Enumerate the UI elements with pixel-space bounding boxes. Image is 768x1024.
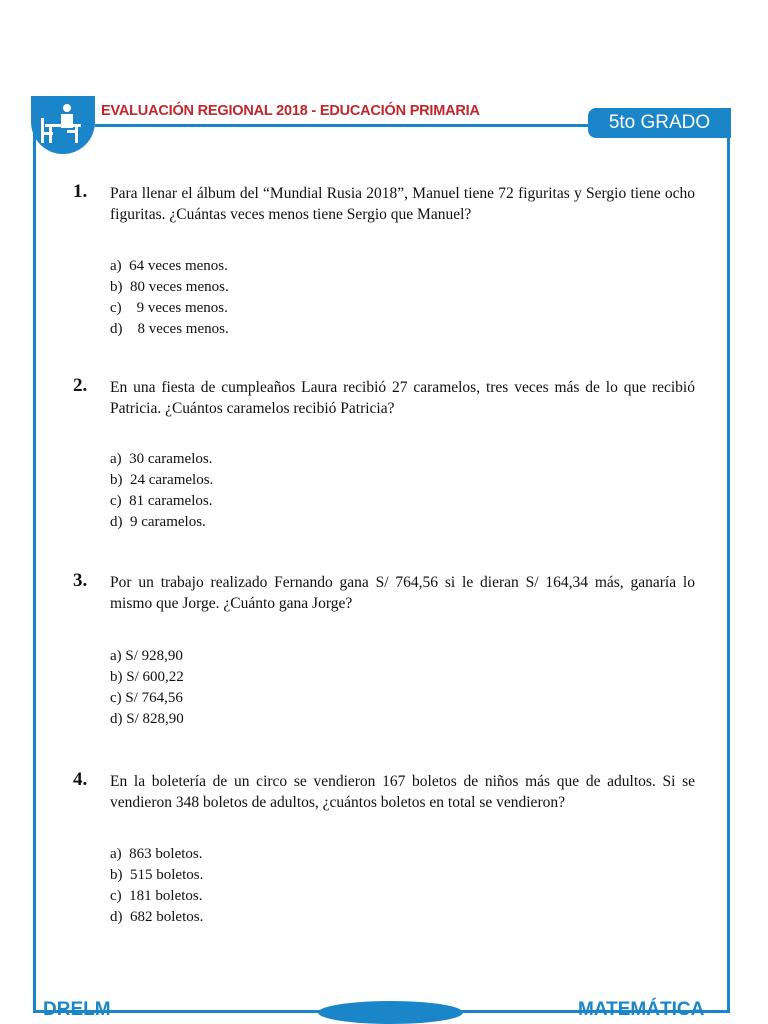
footer-rule-left xyxy=(110,1011,320,1013)
option-a: a) 863 boletos. xyxy=(110,846,203,862)
option-b: b) 515 boletos. xyxy=(110,867,204,883)
option-a: a) 30 caramelos. xyxy=(110,451,213,467)
question-text: En una fiesta de cumpleaños Laura recibió 27 caramelos, tres veces más de lo que recibió Patricia. ¿Cuántos caramelos recibió Patricia? xyxy=(110,379,695,417)
option-c: c) 181 boletos. xyxy=(110,888,203,904)
grade-badge: 5to GRADO xyxy=(588,108,731,138)
option-b: b) 24 caramelos. xyxy=(110,472,214,488)
option-b: b) S/ 600,22 xyxy=(110,669,184,685)
option-c: c) 81 caramelos. xyxy=(110,493,213,509)
question-text: Para llenar el álbum del “Mundial Rusia 2018”, Manuel tiene 72 figuritas y Sergio tiene ocho figuritas. ¿Cuántas veces menos tiene Sergio que Manuel? xyxy=(110,185,695,223)
header-rule xyxy=(95,124,588,127)
options-list xyxy=(110,256,229,340)
options-list xyxy=(110,844,203,928)
header-title: EVALUACIÓN REGIONAL 2018 - EDUCACIÓN PRIMARIA xyxy=(101,103,480,119)
option-b: b) 80 veces menos. xyxy=(110,279,229,295)
options-list xyxy=(110,449,213,533)
question-number: 4. xyxy=(73,769,88,790)
question-text: Por un trabajo realizado Fernando gana S/ 764,56 si le dieran S/ 164,34 más, ganaría lo mismo que Jorge. ¿Cuánto gana Jorge? xyxy=(110,574,695,612)
logo xyxy=(31,96,95,154)
option-d: d) S/ 828,90 xyxy=(110,711,184,727)
option-c: c) S/ 764,56 xyxy=(110,690,183,706)
footer-oval xyxy=(318,1001,463,1024)
footer-org: DRELM xyxy=(43,999,111,1020)
option-c: c) 9 veces menos. xyxy=(110,300,228,316)
question-number: 3. xyxy=(73,570,88,591)
student-at-desk-icon xyxy=(37,100,89,150)
question-number: 2. xyxy=(73,375,88,396)
option-a: a) S/ 928,90 xyxy=(110,648,183,664)
option-d: d) 8 veces menos. xyxy=(110,321,229,337)
options-list xyxy=(110,646,184,730)
footer-subject: MATEMÁTICA xyxy=(578,999,705,1020)
question-number: 1. xyxy=(73,181,88,202)
footer-rule-right xyxy=(462,1011,574,1013)
question-text: En la boletería de un circo se vendieron 167 boletos de niños más que de adultos. Si se vendieron 348 boletos de adultos, ¿cuántos boletos en total se vendieron? xyxy=(110,773,695,811)
option-a: a) 64 veces menos. xyxy=(110,258,228,274)
option-d: d) 682 boletos. xyxy=(110,909,204,925)
option-d: d) 9 caramelos. xyxy=(110,514,206,530)
